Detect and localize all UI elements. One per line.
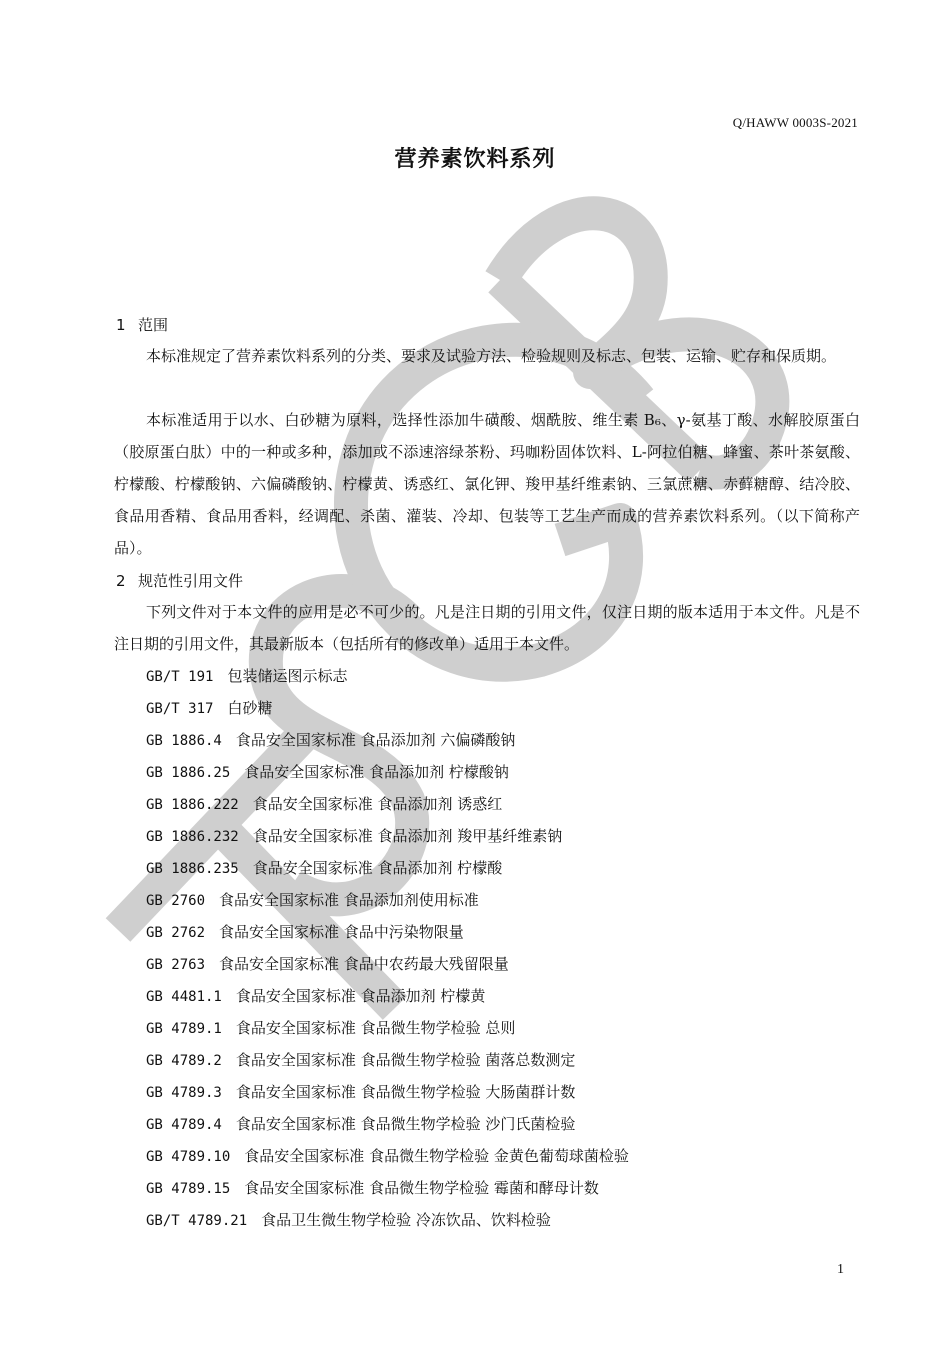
reference-item	[146, 660, 629, 692]
reference-code: GB/T 317	[146, 701, 214, 717]
reference-code: GB 4789.2	[146, 1053, 222, 1069]
reference-list	[146, 660, 629, 1236]
reference-title: 食品安全国家标准 食品添加剂 六偏磷酸钠	[235, 731, 516, 749]
reference-title: 食品安全国家标准 食品添加剂使用标准	[219, 891, 479, 909]
paragraph-references-intro: 下列文件对于本文件的应用是必不可少的。凡是注日期的引用文件，仅注日期的版本适用于本文件。凡是不注日期的引用文件，其最新版本（包括所有的修改单）适用于本文件。	[114, 603, 860, 653]
reference-item	[146, 980, 629, 1012]
reference-item	[146, 724, 629, 756]
reference-code: GB/T 191	[146, 669, 214, 685]
reference-code: GB 4789.15	[146, 1181, 231, 1197]
reference-title: 食品安全国家标准 食品添加剂 柠檬黄	[235, 987, 486, 1005]
reference-title: 食品安全国家标准 食品微生物学检验 总则	[235, 1019, 516, 1037]
reference-title: 食品安全国家标准 食品添加剂 柠檬酸钠	[244, 763, 509, 781]
paragraph-scope-2: 本标准适用于以水、白砂糖为原料，选择性添加牛磺酸、烟酰胺、维生素 B₆、γ-氨基丁酸、水解胶原蛋白（胶原蛋白肽）中的一种或多种，添加或不添速溶绿茶粉、玛咖粉固体饮料、L-阿拉伯糖、蜂蜜、茶叶茶氨酸、柠檬酸、柠檬酸钠、六偏磷酸钠、柠檬黄、诱惑红、氯化钾、羧甲基纤维素钠、三氯蔗糖、赤藓糖醇、结冷胶、食品用香精、食品用香料，经调配、杀菌、灌装、冷却、包装等工艺生产而成的营养素饮料系列。（以下简称产品）。	[114, 411, 860, 557]
reference-code: GB/T 4789.21	[146, 1213, 248, 1229]
reference-title: 食品安全国家标准 食品添加剂 羧甲基纤维素钠	[252, 827, 563, 845]
reference-title: 食品安全国家标准 食品添加剂 诱惑红	[252, 795, 503, 813]
reference-code: GB 1886.235	[146, 861, 239, 877]
reference-code: GB 4789.10	[146, 1149, 231, 1165]
section-title: 规范性引用文件	[138, 572, 244, 590]
document-title: 营养素饮料系列	[394, 147, 556, 172]
reference-item	[146, 884, 629, 916]
reference-item	[146, 756, 629, 788]
section-heading-scope	[116, 314, 168, 335]
reference-code: GB 1886.25	[146, 765, 231, 781]
section-number: 2	[116, 572, 126, 590]
reference-item	[146, 1108, 629, 1140]
reference-title: 白砂糖	[227, 699, 273, 717]
reference-code: GB 2760	[146, 893, 206, 909]
reference-title: 食品安全国家标准 食品微生物学检验 大肠菌群计数	[235, 1083, 576, 1101]
reference-code: GB 4789.1	[146, 1021, 222, 1037]
reference-code: GB 1886.222	[146, 797, 239, 813]
reference-code: GB 4789.4	[146, 1117, 222, 1133]
reference-item	[146, 852, 629, 884]
reference-item	[146, 948, 629, 980]
reference-item	[146, 1044, 629, 1076]
reference-item	[146, 788, 629, 820]
reference-code: GB 4481.1	[146, 989, 222, 1005]
reference-title: 食品卫生微生物学检验 冷冻饮品、饮料检验	[261, 1211, 551, 1229]
section-title: 范围	[138, 316, 169, 334]
reference-code: GB 2763	[146, 957, 206, 973]
section-number: 1	[116, 316, 126, 334]
section-heading-normative-references	[116, 570, 243, 591]
reference-title: 食品安全国家标准 食品中污染物限量	[219, 923, 464, 941]
reference-title: 食品安全国家标准 食品添加剂 柠檬酸	[252, 859, 503, 877]
page-number: 1	[837, 1262, 844, 1277]
reference-title: 食品安全国家标准 食品微生物学检验 金黄色葡萄球菌检验	[244, 1147, 629, 1165]
reference-code: GB 4789.3	[146, 1085, 222, 1101]
reference-item	[146, 1012, 629, 1044]
reference-item	[146, 692, 629, 724]
reference-item	[146, 1140, 629, 1172]
reference-item	[146, 1172, 629, 1204]
reference-code: GB 1886.232	[146, 829, 239, 845]
reference-title: 食品安全国家标准 食品微生物学检验 沙门氏菌检验	[235, 1115, 576, 1133]
reference-code: GB 2762	[146, 925, 206, 941]
reference-title: 包装储运图示标志	[227, 667, 348, 685]
standard-code: Q/HAWW 0003S-2021	[732, 115, 858, 130]
reference-item	[146, 916, 629, 948]
reference-title: 食品安全国家标准 食品微生物学检验 霉菌和酵母计数	[244, 1179, 599, 1197]
reference-code: GB 1886.4	[146, 733, 222, 749]
reference-title: 食品安全国家标准 食品中农药最大残留限量	[219, 955, 509, 973]
reference-item	[146, 1076, 629, 1108]
paragraph-scope-1: 本标准规定了营养素饮料系列的分类、要求及试验方法、检验规则及标志、包装、运输、贮存和保质期。	[146, 347, 837, 365]
reference-item	[146, 1204, 629, 1236]
reference-title: 食品安全国家标准 食品微生物学检验 菌落总数测定	[235, 1051, 576, 1069]
reference-item	[146, 820, 629, 852]
